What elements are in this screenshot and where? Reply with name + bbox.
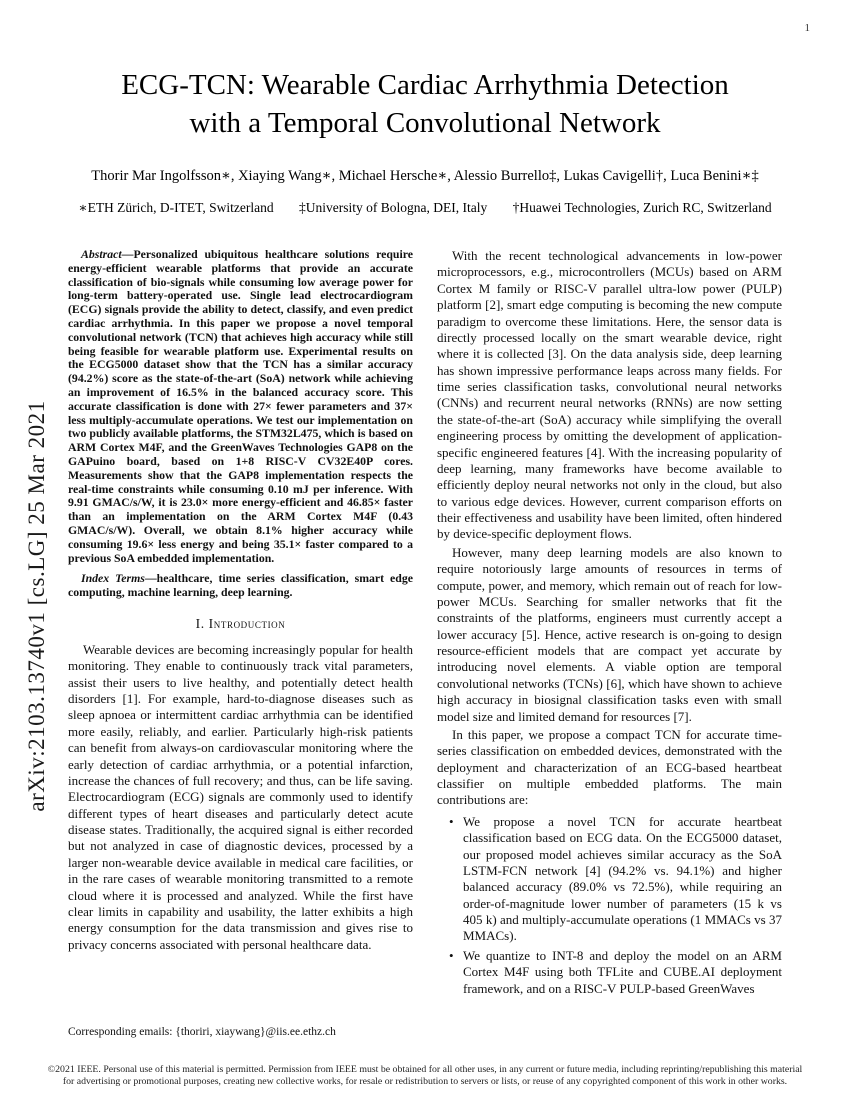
index-terms-lead: Index Terms [81, 571, 145, 586]
authors-line: Thorir Mar Ingolfsson∗, Xiaying Wang∗, Michael Hersche∗, Alessio Burrello‡, Lukas Cavigelli†, Luca Benini∗‡ [91, 167, 759, 184]
intro-paragraph-4: In this paper, we propose a compact TCN for accurate time-series classification on embedded devices, demonstrated with the deployment and characterization of an ECG-based heartbeat classifier on multiple embedded platforms. The main contributions are: [437, 726, 782, 808]
affiliation-eth: ∗ETH Zürich, D-ITET, Switzerland [78, 199, 274, 215]
affiliation-huawei: †Huawei Technologies, Zurich RC, Switzerland [512, 199, 772, 215]
page-number: 1 [804, 22, 810, 34]
paper-title-line-2: with a Temporal Convolutional Network [189, 107, 661, 140]
abstract-paragraph [68, 248, 413, 565]
left-column [68, 248, 413, 1038]
intro-paragraph-3: However, many deep learning models are also known to require notoriously large amounts of resources in terms of compute, power, and memory, which remain out of reach for low-power MCUs. Searching for smaller networks that fit the constraints of the platforms, engineers must currently accept a lower accuracy [5]. Hence, active research is on-going to design resource-efficient models that are compact yet accurate by introducing novel elements. A viable option are temporal convolutional networks (TCNs) [6], which have shown to achieve high accuracy in biosignal classification tasks even with small model size and limited demand for resources [7]. [437, 544, 782, 724]
arxiv-watermark: arXiv:2103.13740v1 [cs.LG] 25 Mar 2021 [24, 400, 49, 812]
intro-paragraph-2: With the recent technological advancements in low-power microprocessors, e.g., microcontrollers (MCUs) based on ARM Cortex M family or RISC-V parallel ultra-low power (PULP) platform [2], smart edge computing is becoming the new compute paradigm to overcome these limitations. Here, the sensor data is directly processed locally on the smart wearable device, right where it is collected [3]. On the data analysis side, deep learning has shown impressive performance leaps across many fields. For time series classification tasks, convolutional neural networks (CNNs) and recurrent neural networks (RNNs) are now setting the state-of-the-art (SoA) accuracy while simplifying the overall engineering process by omitting the development of application-specific engineered features [4]. With the increasing popularity of deep learning, many frameworks have become available to efficiently deploy neural networks not only in the cloud, but also to various edge devices. However, current comparison efforts on their effectiveness and usability have been limited, often hindered by device-specific deployment flows. [437, 248, 782, 542]
two-column-body [68, 248, 782, 1038]
abstract-lead: Abstract [81, 247, 122, 261]
contribution-bullet-2: • We quantize to INT-8 and deploy the model on an ARM Cortex M4F using both TFLite and CUBE.AI deployment framework, and on a RISC-V PULP-based GreenWaves [437, 948, 782, 997]
intro-paragraph-1: Wearable devices are becoming increasingly popular for health monitoring. They enable to continuously track vital parameters, assist their users to live healthy, and potentially detect health disorders [1]. For example, hard-to-diagnose diseases such as sleep apnoea or intermittent cardiac arrhythmia can be identified more easily, reliably, and earlier. Particularly high-risk patients can benefit from always-on cardiovascular monitoring where the early detection of cardiac arrhythmia, or a potential infarction, increase the chances of full recovery; and thus, can be life saving. Electrocardiogram (ECG) signals are commonly used to identify different types of heart diseases and particularly detect acute disease states. Traditionally, the acquired signal is either recorded but not analyzed in case of diagnostic devices, processed by a larger non-wearable device available in medical care facilities, or in the rare cases of wearable monitoring transmitted to a remote cloud where it is processed and analyzed. While the first have clear limits in capability and usability, the latter exhibits a high energy consumption for the data transmission and gives rise to privacy concerns associated with personal healthcare data. [68, 641, 413, 952]
contribution-bullet-1: • We propose a novel TCN for accurate heartbeat classification based on ECG data. On the ECG5000 dataset, our proposed model achieves similar accuracy as the SoA LSTM-FCN network [4] (94.2% vs. 94.1%) and higher balanced accuracy (89.0% vs 72.5%), while requiring an order-of-magnitude lower number of parameters (15 k vs 405 k) and multiply-accumulate operations (1 MMACs vs 37 MMACs). [437, 814, 782, 945]
paper-title-line-1: ECG-TCN: Wearable Cardiac Arrhythmia Detection [121, 69, 729, 101]
index-terms-text: —healthcare, time series classification, smart edge computing, machine learning, deep learning. [68, 571, 413, 600]
corresponding-emails-footnote: Corresponding emails: {thoriri, xiaywang}@iis.ee.ethz.ch [68, 1026, 336, 1038]
index-terms-paragraph [68, 572, 413, 600]
title-block [0, 66, 850, 216]
ieee-copyright-footer: ©2021 IEEE. Personal use of this material is permitted. Permission from IEEE must be obtained for all other uses, in any current or future media, including reprinting/republishing this material for advertising or promotional purposes, creating new collective works, for resale or redistribution to servers or lists, or reuse of any copyrighted component of this work in other works. [47, 1064, 803, 1088]
affiliations-line [0, 200, 850, 216]
paper-title [0, 66, 850, 143]
abstract-text: —Personalized ubiquitous healthcare solutions require energy-efficient wearable platforms that provide an accurate classification of bio-signals while consuming low average power for long-term battery-operated use. Single lead electrocardiogram (ECG) signals provide the ability to detect, classify, and even predict cardiac arrhythmia. In this paper we propose a novel temporal convolutional network (TCN) that achieves high accuracy while still being feasible for wearable platform use. Experimental results on the ECG5000 dataset show that the TCN has a similar accuracy (94.2%) score as the state-of-the-art (SoA) network while achieving an improvement of 16.5% in the balanced accuracy score. This accurate classification is done with 27× fewer parameters and 37× less multiply-accumulate operations. We test our implementation on two publicly available platforms, the STM32L475, which is based on ARM Cortex M4F, and the GreenWaves Technologies GAP8 on the GAPuino board, based on 1+8 RISC-V CV32E40P cores. Measurements show that the GAP8 implementation respects the real-time constraints while consuming 0.10 mJ per inference. With 9.91 GMAC/s/W, it is 23.0× more energy-efficient and 46.85× faster than an implementation on the ARM Cortex M4F (0.43 GMAC/s/W). Overall, we obtain 8.1% higher accuracy while consuming 19.6× less energy and being 35.1× faster compared to a previous SoA embedded implementation. [68, 247, 413, 565]
affiliation-bologna: ‡University of Bologna, DEI, Italy [299, 199, 488, 215]
section-heading-introduction: I. Introduction [195, 615, 286, 631]
right-column [437, 248, 782, 1038]
